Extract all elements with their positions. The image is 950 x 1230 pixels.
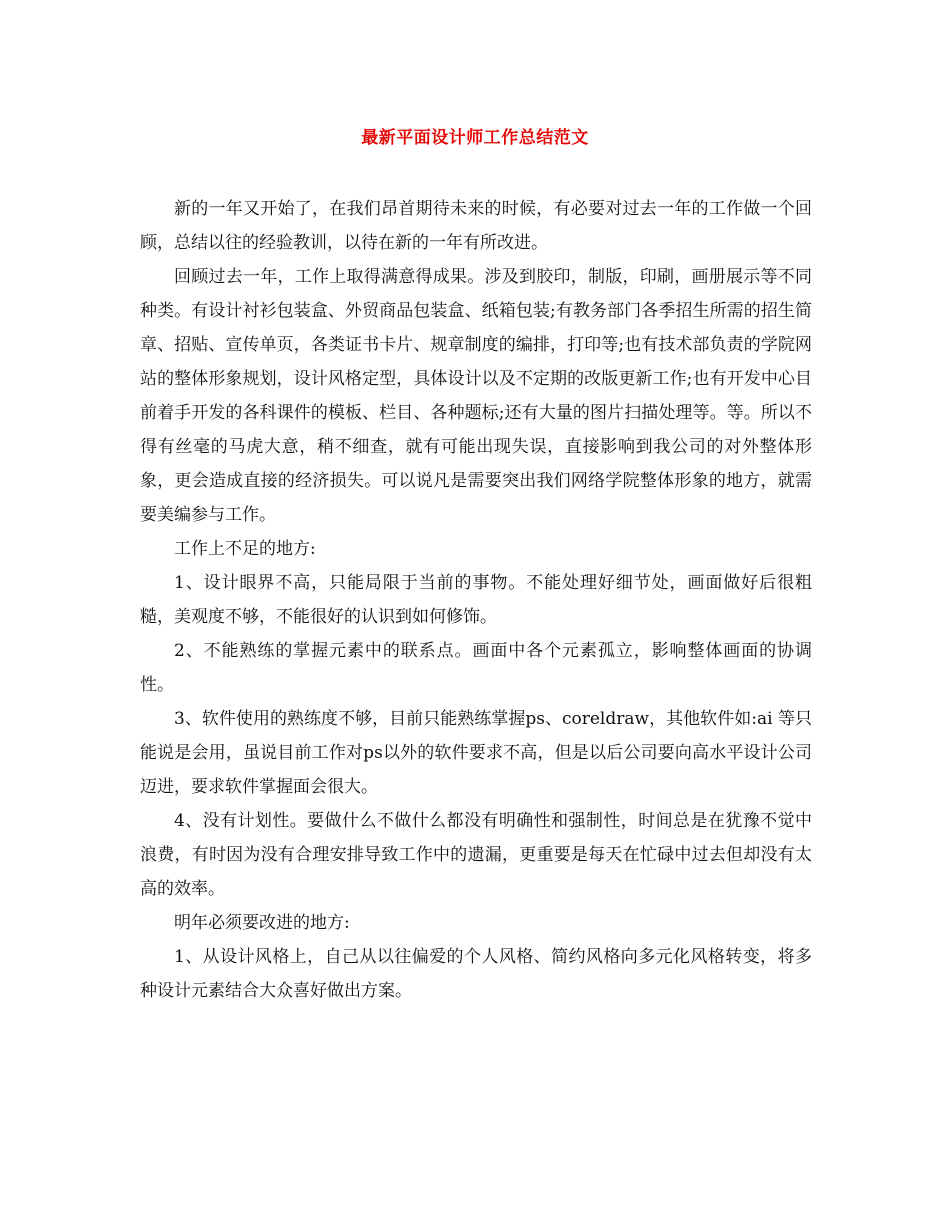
paragraph-shortcoming-4: 4、没有计划性。要做什么不做什么都没有明确性和强制性，时间总是在犹豫不觉中浪费，有时因为没有合理安排导致工作中的遗漏，更重要是每天在忙碌中过去但却没有太高的效率。: [140, 811, 812, 899]
paragraph-improvement-1: 1、从设计风格上，自己从以往偏爱的个人风格、简约风格向多元化风格转变，将多种设计元素结合大众喜好做出方案。: [140, 947, 812, 1001]
paragraph-shortcomings-heading: 工作上不足的地方:: [174, 539, 316, 559]
document-title: 最新平面设计师工作总结范文: [361, 128, 589, 148]
paragraph-shortcoming-3: 3、软件使用的熟练度不够，目前只能熟练掌握ps、coreldraw，其他软件如:ai 等只能说是会用，虽说目前工作对ps以外的软件要求不高，但是以后公司要向高水平设计公司迈进，要求软件掌握面会很大。: [140, 709, 812, 797]
paragraph-shortcoming-1: 1、设计眼界不高，只能局限于当前的事物。不能处理好细节处，画面做好后很粗糙，美观度不够，不能很好的认识到如何修饰。: [140, 573, 812, 627]
paragraph-review: 回顾过去一年，工作上取得满意得成果。涉及到胶印，制版，印刷，画册展示等不同种类。有设计衬衫包装盒、外贸商品包装盒、纸箱包装;有教务部门各季招生所需的招生简章、招贴、宣传单页，各类证书卡片、规章制度的编排，打印等;也有技术部负责的学院网站的整体形象规划，设计风格定型，具体设计以及不定期的改版更新工作;也有开发中心目前着手开发的各科课件的模板、栏目、各种题标;还有大量的图片扫描处理等。等。所以不得有丝毫的马虎大意，稍不细查，就有可能出现失误，直接影响到我公司的对外整体形象，更会造成直接的经济损失。可以说凡是需要突出我们网络学院整体形象的地方，就需要美编参与工作。: [140, 267, 812, 525]
paragraph-shortcoming-2: 2、不能熟练的掌握元素中的联系点。画面中各个元素孤立，影响整体画面的协调性。: [140, 641, 812, 695]
paragraph-intro: 新的一年又开始了，在我们昂首期待未来的时候，有必要对过去一年的工作做一个回顾，总结以往的经验教训，以待在新的一年有所改进。: [140, 199, 812, 253]
paragraph-improvements-heading: 明年必须要改进的地方:: [174, 913, 350, 933]
document-body: [140, 192, 812, 1008]
